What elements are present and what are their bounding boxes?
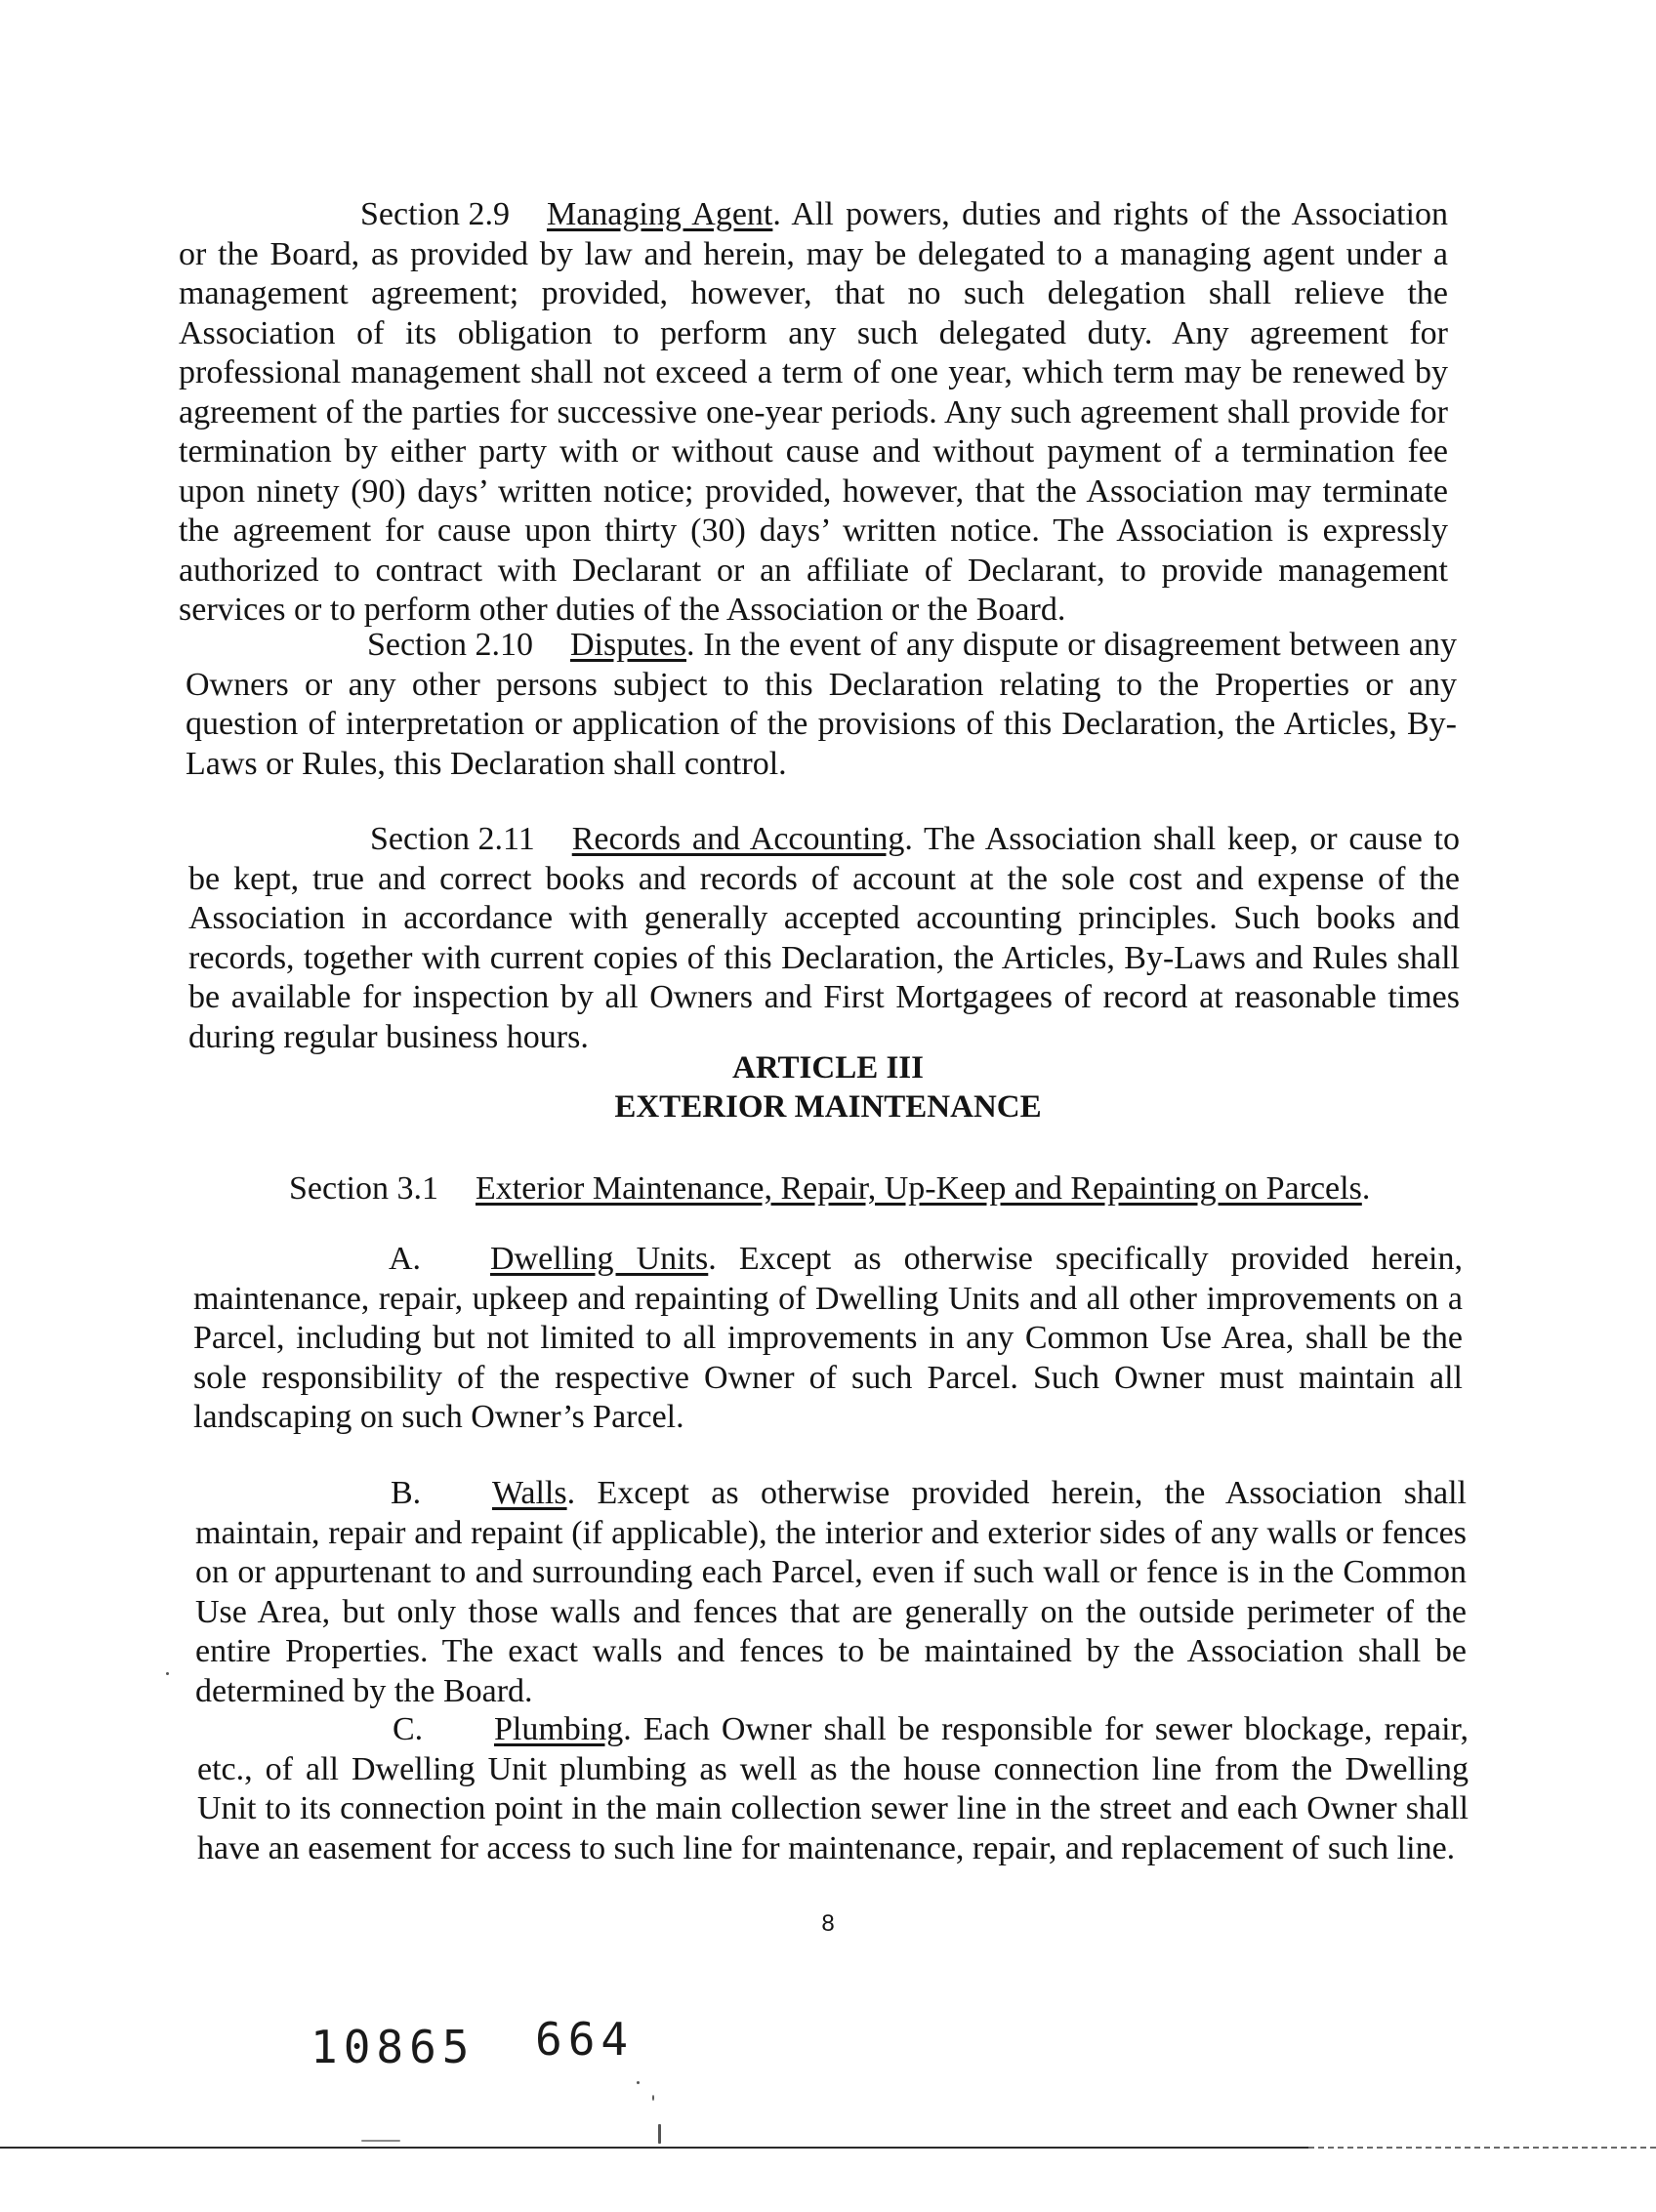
scan-smudge xyxy=(361,2140,400,2142)
section-number: Section 2.11 xyxy=(370,821,535,857)
scan-speck xyxy=(166,1672,169,1675)
section-body: . In the event of any dispute or disagreement between any Owners or any other persons subject to this Declaration relating to the Properties or any question of interpretation or application of the provisions of this Declaration, the Articles, By-Laws or Rules, this Declaration shall control. xyxy=(186,627,1457,782)
scan-mark xyxy=(658,2124,661,2144)
section-number: Section 2.9 xyxy=(360,196,510,232)
subsection-title: Dwelling Units xyxy=(490,1241,709,1277)
section-body: . All powers, duties and rights of the Association or the Board, as provided by law and herein, may be delegated to a managing agent under a management agreement; provided, however, that no such delegation shall relieve the Association of its obligation to perform any such delegated duty. Any agreement for professional management shall not exceed a term of one year, which term may be renewed by agreement of the parties for successive one-year periods. Any such agreement shall provide for termination by either party with or without cause and without payment of a termination fee upon ninety (90) days’ written notice; provided, however, that the Association may terminate the agreement for cause upon thirty (30) days’ written notice. The Association is expressly authorized to contract with Declarant or an affiliate of Declarant, to provide management services or to perform other duties of the Association or the Board. xyxy=(179,196,1449,628)
subsection-title: Walls xyxy=(492,1475,567,1511)
bottom-rule-faint xyxy=(1308,2147,1656,2149)
recording-book-number: 10865 xyxy=(310,2021,476,2073)
scan-speck xyxy=(652,2095,654,2101)
section-2-9-paragraph xyxy=(179,195,1448,631)
subsection-b-paragraph xyxy=(195,1474,1467,1711)
subsection-c-paragraph xyxy=(197,1710,1469,1868)
bottom-rule xyxy=(0,2147,1308,2149)
subsection-body: . Except as otherwise specifically provided herein, maintenance, repair, upkeep and repainting of Dwelling Units and all other improvements on a Parcel, including but not limited to all improvements in any Common Use Area, shall be the sole responsibility of the respective Owner of such Parcel. Such Owner must maintain all landscaping on such Owner’s Parcel. xyxy=(193,1241,1464,1435)
recording-page-number: 664 xyxy=(535,2013,635,2066)
section-2-11-paragraph xyxy=(188,820,1460,1057)
section-number: Section 3.1 xyxy=(289,1170,438,1207)
subsection-body: . Except as otherwise provided herein, the Association shall maintain, repair and repaint (if applicable), the interior and exterior sides of any walls or fences on or appurtenant to and surrounding each Parcel, even if such wall or fence is in the Common Use Area, but only those walls and fences that are generally on the outside perimeter of the entire Properties. The exact walls and fences to be maintained by the Association shall be determined by the Board. xyxy=(195,1475,1467,1709)
section-title: Managing Agent xyxy=(546,196,773,232)
subsection-title: Plumbing xyxy=(494,1711,624,1747)
article-title: EXTERIOR MAINTENANCE xyxy=(614,1089,1042,1125)
section-title-trail: . xyxy=(1361,1170,1371,1207)
article-number: ARTICLE III xyxy=(732,1050,924,1086)
section-body: . The Association shall keep, or cause to be kept, true and correct books and records of account at the sole cost and expense of the Association in accordance with generally accepted accounting principles. Such books and records, together with current copies of this Declaration, the Articles, By-Laws and Rules shall be available for inspection by all Owners and First Mortgagees of record at reasonable times during regular business hours. xyxy=(188,821,1460,1055)
section-title: Disputes xyxy=(569,627,686,663)
subsection-letter: B. xyxy=(391,1475,422,1511)
section-2-10-paragraph xyxy=(186,626,1457,784)
subsection-letter: C. xyxy=(393,1711,424,1747)
section-number: Section 2.10 xyxy=(367,627,533,663)
section-3-1-heading xyxy=(289,1169,1370,1208)
subsection-body: . Each Owner shall be responsible for sewer blockage, repair, etc., of all Dwelling Unit plumbing as well as the house connection line from the Dwelling Unit to its connection point in the main collection sewer line in the street and each Owner shall have an easement for access to such line for maintenance, repair, and replacement of such line. xyxy=(197,1711,1469,1866)
subsection-letter: A. xyxy=(389,1241,422,1277)
scan-speck xyxy=(637,2081,640,2084)
page-number: 8 xyxy=(821,1910,835,1937)
section-title: Records and Accounting xyxy=(571,821,905,857)
section-title: Exterior Maintenance, Repair, Up-Keep and Repainting on Parcels xyxy=(475,1170,1362,1207)
subsection-a-paragraph xyxy=(193,1240,1463,1438)
